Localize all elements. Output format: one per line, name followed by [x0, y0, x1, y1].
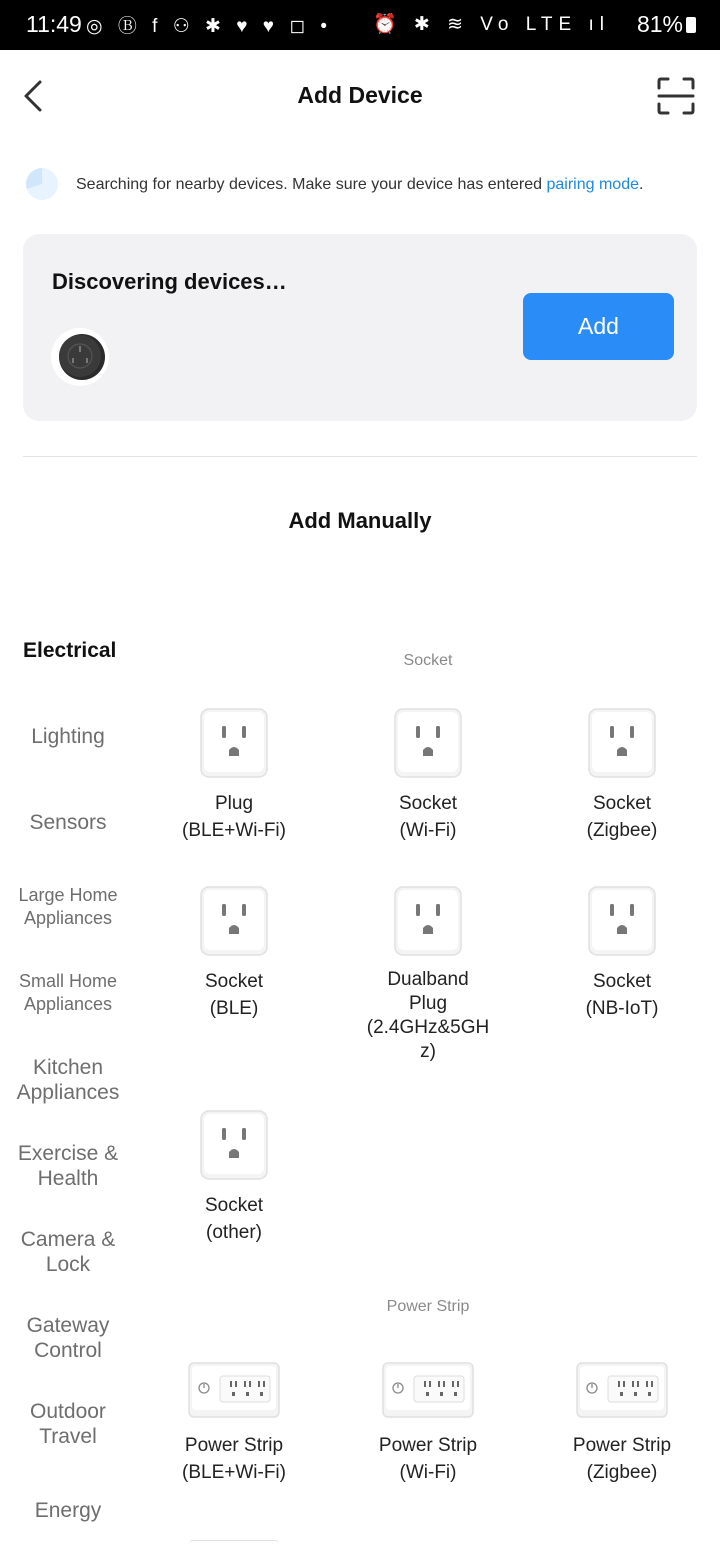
device-variant: (Wi-Fi) [399, 820, 457, 841]
category-electrical[interactable]: Electrical [23, 639, 117, 662]
socket-icon [200, 708, 268, 778]
device-variant: (Wi-Fi) [399, 1462, 457, 1483]
device-tile[interactable] [159, 886, 309, 1022]
device-tile[interactable] [547, 1362, 697, 1486]
status-bar [0, 0, 720, 50]
searching-spinner-icon [26, 168, 58, 200]
device-variant: (2.4GHz&5GH [366, 1017, 490, 1038]
device-variant: (other) [206, 1222, 262, 1243]
power-strip-icon [382, 1362, 474, 1418]
battery-indicator [637, 11, 696, 38]
discovered-device[interactable] [51, 328, 109, 386]
next-tile-edge [189, 1540, 279, 1545]
divider [23, 456, 697, 457]
add-manually-title: Add Manually [288, 508, 432, 533]
category-energy[interactable]: Energy [34, 1499, 102, 1522]
notification-icons: ◎ Ⓑ f ⚇ ✱ ♥ ♥ ◻ • [86, 16, 333, 37]
device-name: Socket [204, 971, 264, 992]
discovering-card [23, 234, 697, 421]
device-variant: (NB-IoT) [585, 998, 659, 1019]
category-sensors[interactable]: Sensors [29, 811, 107, 834]
device-name: Dualband [387, 969, 469, 990]
searching-text [76, 176, 643, 194]
socket-icon [200, 1110, 268, 1180]
socket-icon [588, 708, 656, 778]
device-variant: (BLE+Wi-Fi) [182, 820, 286, 841]
battery-icon [686, 17, 696, 33]
power-strip-icon [188, 1362, 280, 1418]
category-camera-lock[interactable]: Camera & Lock [20, 1228, 116, 1276]
add-button[interactable]: Add [523, 293, 674, 360]
device-tile[interactable] [547, 886, 697, 1022]
device-name-line2: Plug [408, 993, 448, 1014]
device-name: Power Strip [572, 1435, 672, 1456]
searching-message: Searching for nearby devices. Make sure your device has entered [76, 176, 547, 193]
searching-suffix: . [638, 176, 644, 193]
socket-icon [588, 886, 656, 956]
category-large-home-appliances[interactable]: Large Home Appliances [18, 885, 118, 928]
socket-icon [200, 886, 268, 956]
device-tile[interactable] [159, 708, 309, 844]
section-title-power-strip: Power Strip [386, 1298, 470, 1315]
device-variant: (BLE) [209, 998, 259, 1019]
category-small-home-appliances[interactable]: Small Home Appliances [18, 971, 118, 1014]
power-strip-icon [576, 1362, 668, 1418]
device-tile[interactable] [547, 708, 697, 844]
device-tile[interactable] [159, 1362, 309, 1486]
device-tile[interactable] [353, 886, 503, 1064]
device-variant: (BLE+Wi-Fi) [182, 1462, 286, 1483]
category-outdoor-travel[interactable]: Outdoor Travel [30, 1400, 106, 1448]
searching-banner [26, 168, 706, 202]
device-tile[interactable] [353, 1362, 503, 1486]
section-title-socket: Socket [403, 652, 453, 669]
device-variant: (Zigbee) [586, 820, 658, 841]
battery-percent: 81% [636, 11, 683, 37]
device-name: Socket [398, 793, 458, 814]
device-tile[interactable] [353, 708, 503, 844]
round-plug-icon [51, 328, 109, 386]
status-time: 11:49 [26, 11, 82, 37]
socket-icon [394, 886, 462, 956]
socket-icon [394, 708, 462, 778]
system-icons: ⏰ ✱ ≋ Vo LTE ıl [372, 14, 610, 35]
device-variant-line2: z) [420, 1041, 436, 1062]
device-name: Power Strip [378, 1435, 478, 1456]
scan-button[interactable] [656, 76, 696, 116]
scan-icon [656, 76, 696, 116]
page-title: Add Device [297, 82, 423, 108]
device-name: Plug [214, 793, 254, 814]
app-header [0, 50, 720, 142]
device-name: Power Strip [184, 1435, 284, 1456]
pairing-mode-link[interactable]: pairing mode [546, 176, 639, 193]
device-name: Socket [204, 1195, 264, 1216]
device-variant: (Zigbee) [586, 1462, 658, 1483]
category-gateway-control[interactable]: Gateway Control [26, 1314, 110, 1362]
device-tile[interactable] [159, 1110, 309, 1246]
device-name: Socket [592, 793, 652, 814]
discovering-title: Discovering devices… [52, 269, 287, 294]
category-exercise-health[interactable]: Exercise & Health [17, 1142, 119, 1190]
device-name: Socket [592, 971, 652, 992]
category-kitchen-appliances[interactable]: Kitchen Appliances [16, 1056, 120, 1104]
category-lighting[interactable]: Lighting [31, 725, 105, 748]
